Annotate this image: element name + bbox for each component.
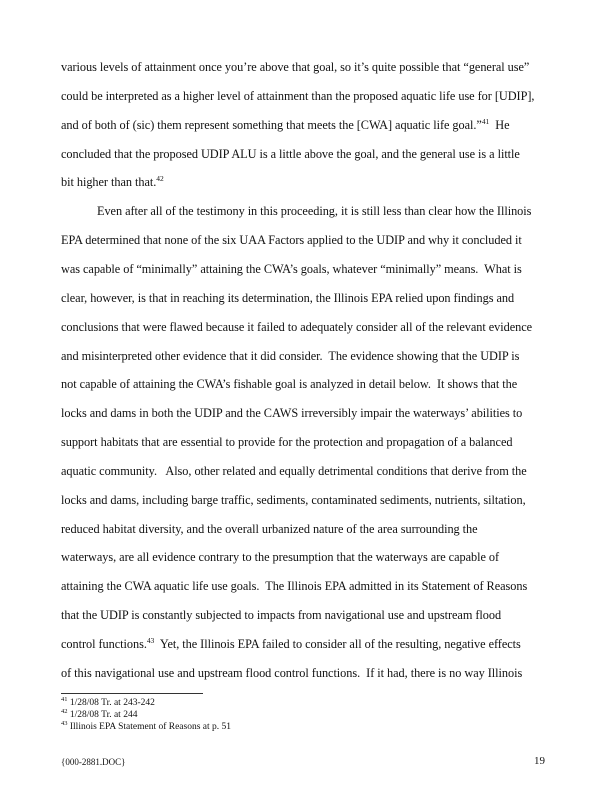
body-text-line: and of both of (sic) them represent something that meets the [CWA] aquatic life goal.”$^{41}$ He	[61, 117, 510, 132]
body-text-line: EPA determined that none of the six UAA Factors applied to the UDIP and why it concluded it	[61, 233, 522, 247]
footnote-number: 42	[61, 708, 68, 715]
body-text-line: control functions.$^{43}$ Yet, the Illinois EPA failed to consider all of the resulting, negative effects	[61, 636, 521, 651]
body-text-line: and misinterpreted other evidence that it did consider. The evidence showing that the UDIP is	[61, 349, 520, 363]
footnote-number: 41	[61, 696, 68, 703]
document-id: {000-2881.DOC}	[61, 757, 126, 767]
body-text-line: locks and dams, including barge traffic, sediments, contaminated sediments, nutrients, siltation,	[61, 493, 526, 507]
body-text-line: reduced habitat diversity, and the overall urbanized nature of the area surrounding the	[61, 522, 478, 536]
footnote-43: $^{43}$ Illinois EPA Statement of Reasons at p. 51	[61, 720, 232, 732]
footnote-42: $^{42}$ 1/28/08 Tr. at 244	[61, 708, 138, 720]
body-text-line: clear, however, is that in reaching its determination, the Illinois EPA relied upon findings and	[61, 291, 515, 305]
body-text-line: that the UDIP is constantly subjected to impacts from navigational use and upstream flood	[61, 608, 502, 622]
body-text-line: support habitats that are essential to provide for the protection and propagation of a balanced	[61, 435, 513, 449]
body-text-line: waterways, are all evidence contrary to the presumption that the waterways are capable of	[61, 550, 500, 564]
body-text-line: was capable of “minimally” attaining the CWA’s goals, whatever “minimally” means. What is	[61, 262, 522, 276]
body-text-line: not capable of attaining the CWA’s fishable goal is analyzed in detail below. It shows that the	[61, 377, 518, 391]
page-number: 19	[534, 755, 545, 767]
body-text-line: could be interpreted as a higher level of attainment than the proposed aquatic life use for [UDIP],	[61, 89, 535, 103]
body-text-line: various levels of attainment once you’re above that goal, so it’s quite possible that “general use”	[61, 60, 530, 74]
footnote-ref-42: 42	[156, 174, 164, 183]
body-text-line: conclusions that were flawed because it failed to adequately consider all of the relevant evidence	[61, 320, 533, 334]
body-text-line: concluded that the proposed UDIP ALU is a little above the goal, and the general use is a little	[61, 147, 520, 161]
body-text-line: of this navigational use and upstream flood control functions. If it had, there is no way Illinois	[61, 666, 523, 680]
body-text-line: aquatic community. Also, other related and equally detrimental conditions that derive from the	[61, 464, 527, 478]
footnote-number: 43	[61, 720, 68, 727]
body-text-line: attaining the CWA aquatic life use goals. The Illinois EPA admitted in its Statement of Reasons	[61, 579, 528, 593]
footnote-ref-41: 41	[481, 117, 490, 126]
footnote-ref-43: 43	[146, 636, 155, 645]
footnote-separator	[61, 693, 203, 694]
body-text-line: bit higher than that.$^{42}$	[61, 174, 164, 189]
paragraph-first-line: Even after all of the testimony in this proceeding, it is still less than clear how the Illinois	[97, 204, 532, 218]
footnote-41: $^{41}$ 1/28/08 Tr. at 243-242	[61, 696, 155, 708]
body-text-line: locks and dams in both the UDIP and the CAWS irreversibly impair the waterways’ abilities to	[61, 406, 523, 420]
